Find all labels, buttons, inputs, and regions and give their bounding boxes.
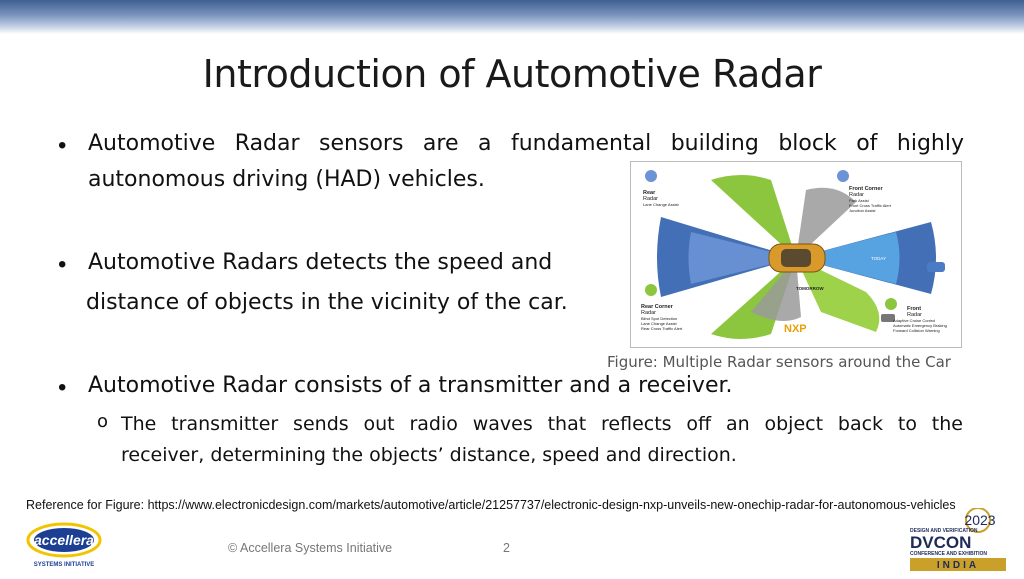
- svg-text:accellera: accellera: [34, 532, 94, 548]
- slide-title: Introduction of Automotive Radar: [202, 52, 822, 96]
- sub-bullet-marker: o: [97, 411, 109, 432]
- bullet-dot: •: [58, 251, 67, 278]
- footer-copyright: © Accellera Systems Initiative: [228, 541, 393, 555]
- label-rear-corner-sub: Radar: [641, 310, 656, 316]
- page-number: 2: [503, 541, 510, 555]
- label-tomorrow: TOMORROW: [796, 286, 824, 291]
- label-rear-corner-desc: Lane Change Assist: [641, 321, 677, 326]
- svg-text:2023: 2023: [964, 512, 996, 528]
- label-front-sub: Radar: [907, 312, 922, 318]
- front-radar-pin-icon: [885, 298, 897, 310]
- sub-bullet-line2: receiver, determining the objects’ distance, speed and direction.: [121, 444, 737, 466]
- sub-bullet-line1: The transmitter sends out radio waves that reflects off an object back to the: [121, 413, 963, 435]
- label-front-desc: Forward Collision Warning: [893, 328, 940, 333]
- label-rear-sub: Radar: [643, 196, 658, 202]
- figure-reference: Reference for Figure: https://www.electronicdesign.com/markets/automotive/article/21257737/electronic-design-nxp-unveils-new-onechip-radar-for-autonomous-vehicles: [26, 498, 956, 512]
- svg-text:INDIA: INDIA: [936, 560, 980, 571]
- svg-text:CONFERENCE AND EXHIBITION: CONFERENCE AND EXHIBITION: [910, 551, 988, 557]
- rear-corner-radar-pin-icon: [645, 284, 657, 296]
- svg-text:DVCON: DVCON: [910, 533, 972, 552]
- label-rear-corner: Rear Corner: [641, 304, 673, 310]
- front-corner-radar-pin-icon: [837, 170, 849, 182]
- svg-text:DESIGN AND VERIFICATION: DESIGN AND VERIFICATION: [910, 528, 978, 534]
- label-rear: Rear: [643, 190, 656, 196]
- bullet-2-line2: distance of objects in the vicinity of the car.: [86, 290, 568, 315]
- bullet-1-line1: Automotive Radar sensors are a fundamental building block of highly: [88, 131, 964, 156]
- radar-diagram: [631, 162, 961, 347]
- accellera-logo: [26, 520, 106, 570]
- label-front-desc: Automatic Emergency Braking: [893, 323, 947, 328]
- label-front: Front: [907, 306, 922, 312]
- label-rear-corner-desc: Blind Spot Detection: [641, 316, 678, 321]
- label-front-corner-desc: Junction Assist: [849, 208, 876, 213]
- label-front-corner-desc: Park Assist: [849, 198, 869, 203]
- radar-figure: [630, 161, 962, 348]
- dvcon-india-logo: [908, 508, 1016, 574]
- rear-radar-pin-icon: [645, 170, 657, 182]
- label-front-desc: Adaptive Cruise Control: [893, 318, 936, 323]
- figure-caption: Figure: Multiple Radar sensors around the Car: [607, 353, 951, 371]
- label-rear-corner-desc: Rear Cross Traffic Alert: [641, 326, 683, 331]
- label-rear-desc: Lane Change Assist: [643, 202, 679, 207]
- vehicle-icon: [927, 262, 945, 272]
- nxp-logo: NXP: [784, 323, 807, 335]
- bullet-3-line1: Automotive Radar consists of a transmitter and a receiver.: [88, 373, 733, 398]
- bullet-2-line1: Automotive Radars detects the speed and: [88, 250, 553, 275]
- top-gradient-bar: [0, 0, 1024, 34]
- bullet-dot: •: [58, 132, 67, 159]
- label-front-corner-sub: Radar: [849, 192, 864, 198]
- bullet-1-line2: autonomous driving (HAD) vehicles.: [88, 167, 485, 192]
- label-today: TODAY: [871, 256, 887, 261]
- car-roof: [781, 249, 811, 267]
- bullet-dot: •: [58, 374, 67, 401]
- label-front-corner: Front Corner: [849, 186, 883, 192]
- svg-text:SYSTEMS INITIATIVE: SYSTEMS INITIATIVE: [33, 562, 95, 568]
- label-front-corner-desc: Front Cross Traffic Alert: [849, 203, 891, 208]
